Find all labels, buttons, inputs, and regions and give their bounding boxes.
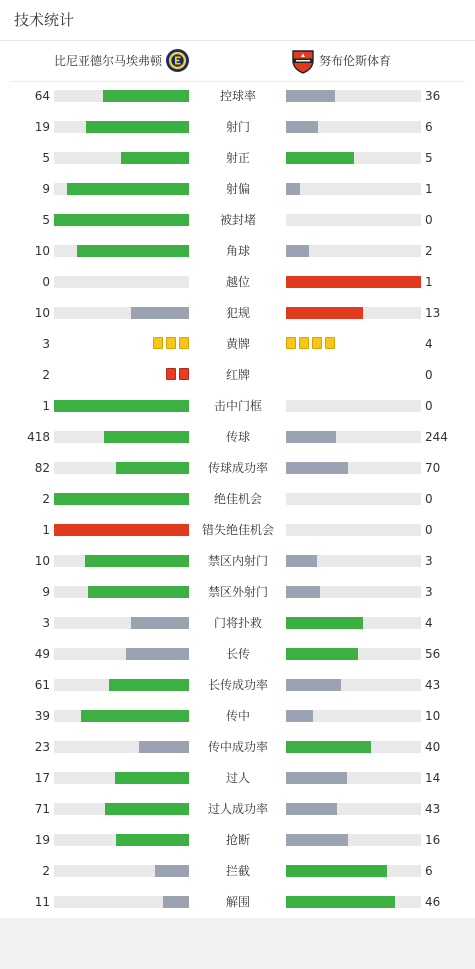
away-stat-bar-track bbox=[286, 431, 421, 443]
away-stat-value: 16 bbox=[425, 833, 441, 847]
away-stat-bar-track bbox=[286, 555, 421, 567]
stat-label: 控球率 bbox=[219, 89, 256, 103]
away-stat-bar-fill bbox=[286, 710, 313, 722]
stat-label: 传中成功率 bbox=[207, 740, 268, 754]
home-stat-value: 2 bbox=[42, 864, 50, 878]
stat-label: 被封堵 bbox=[219, 213, 256, 227]
home-stat-bar-fill bbox=[54, 493, 189, 505]
stat-row bbox=[0, 205, 475, 236]
away-stat-bar-track bbox=[286, 121, 421, 133]
yellow-card-icon bbox=[312, 337, 322, 349]
home-stat-bar-track bbox=[54, 834, 189, 846]
home-stat-bar-fill bbox=[155, 865, 189, 877]
away-stat-value: 14 bbox=[425, 771, 441, 785]
stat-row bbox=[0, 887, 475, 918]
away-stat-bar-track bbox=[286, 710, 421, 722]
away-stat-bar-track bbox=[286, 462, 421, 474]
away-stat-value: 6 bbox=[425, 864, 433, 878]
stat-label: 传球 bbox=[225, 430, 250, 444]
away-stat-value: 4 bbox=[425, 337, 433, 351]
stat-row bbox=[0, 732, 475, 763]
yellow-card-icon bbox=[299, 337, 309, 349]
away-stat-value: 0 bbox=[425, 213, 433, 227]
stat-row bbox=[0, 515, 475, 546]
away-stat-value: 3 bbox=[425, 585, 433, 599]
away-stat-value: 2 bbox=[425, 244, 433, 258]
home-stat-bar-track bbox=[54, 214, 189, 226]
stat-label: 红牌 bbox=[225, 368, 250, 382]
away-stat-bar-track bbox=[286, 617, 421, 629]
home-stat-value: 61 bbox=[34, 678, 50, 692]
away-stat-bar-fill bbox=[286, 90, 335, 102]
away-stat-bar-track bbox=[286, 741, 421, 753]
stat-row bbox=[0, 143, 475, 174]
away-stat-value: 46 bbox=[425, 895, 441, 909]
away-stat-bar-fill bbox=[286, 121, 318, 133]
away-stat-value: 43 bbox=[425, 802, 441, 816]
away-stat-bar-fill bbox=[286, 865, 387, 877]
stat-label: 黄牌 bbox=[225, 337, 250, 351]
stat-row bbox=[0, 856, 475, 887]
home-stat-value: 5 bbox=[42, 151, 50, 165]
away-stat-bar-fill bbox=[286, 555, 317, 567]
home-stat-bar-fill bbox=[104, 431, 189, 443]
stat-row bbox=[0, 112, 475, 143]
stat-row bbox=[0, 267, 475, 298]
home-stat-bar-fill bbox=[54, 214, 189, 226]
stat-label: 越位 bbox=[225, 275, 250, 289]
home-stat-value: 49 bbox=[34, 647, 50, 661]
stat-label: 长传 bbox=[225, 647, 250, 661]
away-stat-value: 3 bbox=[425, 554, 433, 568]
away-stat-value: 6 bbox=[425, 120, 433, 134]
stat-row bbox=[0, 763, 475, 794]
home-stat-value: 1 bbox=[42, 399, 50, 413]
home-stat-bar-fill bbox=[88, 586, 189, 598]
away-stat-value: 5 bbox=[425, 151, 433, 165]
stat-row bbox=[0, 670, 475, 701]
stat-label: 禁区内射门 bbox=[207, 554, 268, 568]
home-stat-value: 0 bbox=[42, 275, 50, 289]
away-cards bbox=[286, 337, 335, 351]
home-stat-bar-track bbox=[54, 803, 189, 815]
home-stat-bar-track bbox=[54, 152, 189, 164]
home-stat-bar-track bbox=[54, 896, 189, 908]
away-stat-bar-fill bbox=[286, 462, 348, 474]
away-stat-bar-track bbox=[286, 865, 421, 877]
away-stat-value: 10 bbox=[425, 709, 441, 723]
home-cards bbox=[166, 368, 189, 382]
away-stat-value: 0 bbox=[425, 399, 433, 413]
away-stat-value: 56 bbox=[425, 647, 441, 661]
home-stat-bar-fill bbox=[126, 648, 189, 660]
home-stat-bar-track bbox=[54, 462, 189, 474]
away-stat-value: 0 bbox=[425, 523, 433, 537]
away-stat-bar-track bbox=[286, 90, 421, 102]
home-stat-bar-track bbox=[54, 772, 189, 784]
home-stat-bar-fill bbox=[163, 896, 189, 908]
title-divider bbox=[0, 40, 475, 41]
away-stat-bar-track bbox=[286, 834, 421, 846]
away-stat-bar-track bbox=[286, 400, 421, 412]
home-stat-bar-track bbox=[54, 183, 189, 195]
home-stat-bar-track bbox=[54, 617, 189, 629]
home-stat-bar-fill bbox=[131, 307, 189, 319]
home-stat-value: 1 bbox=[42, 523, 50, 537]
home-team-name: 比尼亚德尔马埃弗顿 bbox=[53, 54, 162, 68]
stat-row bbox=[0, 174, 475, 205]
stat-row bbox=[0, 453, 475, 484]
stat-label: 传球成功率 bbox=[207, 461, 268, 475]
home-stat-bar-fill bbox=[67, 183, 189, 195]
home-stat-bar-fill bbox=[86, 121, 189, 133]
away-stat-bar-track bbox=[286, 214, 421, 226]
home-stat-bar-fill bbox=[81, 710, 189, 722]
stat-label: 射门 bbox=[225, 120, 250, 134]
home-stat-bar-track bbox=[54, 245, 189, 257]
red-card-icon bbox=[166, 368, 176, 380]
everton-crest-icon bbox=[165, 48, 190, 73]
stat-label: 抢断 bbox=[225, 833, 250, 847]
away-stat-bar-fill bbox=[286, 276, 421, 288]
stat-label: 传中 bbox=[225, 709, 250, 723]
stat-label: 长传成功率 bbox=[207, 678, 268, 692]
away-stat-bar-fill bbox=[286, 183, 300, 195]
home-stat-value: 23 bbox=[34, 740, 50, 754]
home-stat-bar-fill bbox=[115, 772, 189, 784]
away-stat-bar-fill bbox=[286, 245, 309, 257]
stat-label: 错失绝佳机会 bbox=[201, 523, 274, 537]
home-stat-value: 3 bbox=[42, 337, 50, 351]
stat-row bbox=[0, 236, 475, 267]
away-stat-bar-fill bbox=[286, 617, 363, 629]
home-stat-bar-track bbox=[54, 555, 189, 567]
stat-label: 射偏 bbox=[225, 182, 250, 196]
away-stat-bar-track bbox=[286, 586, 421, 598]
away-stat-bar-track bbox=[286, 493, 421, 505]
home-stat-bar-fill bbox=[54, 524, 189, 536]
home-stat-bar-fill bbox=[131, 617, 189, 629]
stat-row bbox=[0, 825, 475, 856]
yellow-card-icon bbox=[166, 337, 176, 349]
away-stat-bar-fill bbox=[286, 679, 341, 691]
away-stat-bar-track bbox=[286, 524, 421, 536]
away-stat-bar-track bbox=[286, 772, 421, 784]
home-stat-bar-track bbox=[54, 586, 189, 598]
stat-label: 射正 bbox=[225, 151, 250, 165]
stat-label: 过人成功率 bbox=[207, 802, 268, 816]
home-stat-value: 9 bbox=[42, 182, 50, 196]
stat-label: 犯规 bbox=[225, 306, 250, 320]
away-stat-bar-fill bbox=[286, 834, 348, 846]
home-stat-bar-track bbox=[54, 524, 189, 536]
away-stat-value: 13 bbox=[425, 306, 441, 320]
home-stat-value: 10 bbox=[34, 554, 50, 568]
home-stat-bar-track bbox=[54, 276, 189, 288]
home-stat-bar-track bbox=[54, 648, 189, 660]
away-stat-bar-track bbox=[286, 307, 421, 319]
home-stat-value: 19 bbox=[34, 833, 50, 847]
stat-label: 绝佳机会 bbox=[213, 492, 262, 506]
yellow-card-icon bbox=[179, 337, 189, 349]
stat-row bbox=[0, 639, 475, 670]
nublense-crest-icon bbox=[290, 48, 316, 74]
stat-row bbox=[0, 329, 475, 360]
yellow-card-icon bbox=[153, 337, 163, 349]
home-stat-value: 11 bbox=[34, 895, 50, 909]
away-stat-value: 0 bbox=[425, 492, 433, 506]
home-stat-bar-track bbox=[54, 307, 189, 319]
home-stat-value: 17 bbox=[34, 771, 50, 785]
stat-label: 角球 bbox=[225, 244, 250, 258]
yellow-card-icon bbox=[286, 337, 296, 349]
home-stat-value: 39 bbox=[34, 709, 50, 723]
away-stat-value: 0 bbox=[425, 368, 433, 382]
away-stat-bar-fill bbox=[286, 741, 371, 753]
home-stat-bar-fill bbox=[54, 400, 189, 412]
home-stat-bar-fill bbox=[105, 803, 189, 815]
stat-row bbox=[0, 360, 475, 391]
home-stat-bar-track bbox=[54, 493, 189, 505]
away-stat-bar-fill bbox=[286, 803, 337, 815]
home-stat-bar-track bbox=[54, 865, 189, 877]
stat-label: 过人 bbox=[225, 771, 250, 785]
home-stat-bar-fill bbox=[116, 834, 189, 846]
away-stat-bar-track bbox=[286, 245, 421, 257]
home-stat-value: 2 bbox=[42, 368, 50, 382]
home-stat-bar-track bbox=[54, 710, 189, 722]
stat-label: 门将扑救 bbox=[213, 616, 262, 630]
stat-row bbox=[0, 81, 475, 112]
home-stat-bar-track bbox=[54, 121, 189, 133]
away-stat-value: 40 bbox=[425, 740, 441, 754]
away-stat-bar-fill bbox=[286, 152, 354, 164]
home-stat-bar-fill bbox=[85, 555, 189, 567]
away-stat-bar-track bbox=[286, 152, 421, 164]
stat-row bbox=[0, 794, 475, 825]
home-stat-bar-track bbox=[54, 431, 189, 443]
home-stat-value: 5 bbox=[42, 213, 50, 227]
stat-label: 击中门框 bbox=[213, 399, 262, 413]
away-stat-bar-fill bbox=[286, 648, 358, 660]
away-stat-value: 1 bbox=[425, 182, 433, 196]
home-stat-bar-fill bbox=[139, 741, 189, 753]
stat-label: 禁区外射门 bbox=[207, 585, 268, 599]
away-stat-bar-fill bbox=[286, 896, 395, 908]
away-stat-bar-track bbox=[286, 896, 421, 908]
home-stat-value: 19 bbox=[34, 120, 50, 134]
home-stat-value: 10 bbox=[34, 244, 50, 258]
away-stat-value: 244 bbox=[425, 430, 448, 444]
home-stat-bar-fill bbox=[109, 679, 189, 691]
home-cards bbox=[153, 337, 189, 351]
away-team-name: 努布伦斯体育 bbox=[319, 54, 392, 68]
away-stat-value: 1 bbox=[425, 275, 433, 289]
away-stat-bar-track bbox=[286, 803, 421, 815]
home-stat-bar-track bbox=[54, 90, 189, 102]
yellow-card-icon bbox=[325, 337, 335, 349]
home-stat-value: 3 bbox=[42, 616, 50, 630]
away-stat-value: 36 bbox=[425, 89, 441, 103]
home-stat-bar-track bbox=[54, 741, 189, 753]
home-stat-value: 64 bbox=[34, 89, 50, 103]
home-stat-value: 2 bbox=[42, 492, 50, 506]
away-stat-bar-fill bbox=[286, 586, 320, 598]
stat-row bbox=[0, 298, 475, 329]
home-stat-value: 9 bbox=[42, 585, 50, 599]
home-stat-bar-fill bbox=[103, 90, 189, 102]
home-stat-bar-fill bbox=[77, 245, 189, 257]
home-stat-bar-track bbox=[54, 679, 189, 691]
away-stat-bar-track bbox=[286, 648, 421, 660]
stat-row bbox=[0, 577, 475, 608]
stat-row bbox=[0, 608, 475, 639]
stat-label: 拦截 bbox=[225, 864, 250, 878]
home-stat-value: 71 bbox=[34, 802, 50, 816]
away-stat-value: 4 bbox=[425, 616, 433, 630]
home-stat-bar-track bbox=[54, 400, 189, 412]
red-card-icon bbox=[179, 368, 189, 380]
stat-row bbox=[0, 391, 475, 422]
home-stat-value: 418 bbox=[27, 430, 50, 444]
stat-row bbox=[0, 701, 475, 732]
away-stat-bar-fill bbox=[286, 431, 336, 443]
away-stat-bar-track bbox=[286, 276, 421, 288]
away-stat-bar-fill bbox=[286, 772, 347, 784]
home-stat-bar-fill bbox=[116, 462, 189, 474]
home-stat-value: 82 bbox=[34, 461, 50, 475]
away-stat-bar-track bbox=[286, 679, 421, 691]
stat-row bbox=[0, 484, 475, 515]
away-stat-value: 70 bbox=[425, 461, 441, 475]
stat-label: 解围 bbox=[225, 895, 250, 909]
page-title: 技术统计 bbox=[14, 11, 75, 29]
away-stat-value: 43 bbox=[425, 678, 441, 692]
home-stat-bar-fill bbox=[121, 152, 189, 164]
stat-row bbox=[0, 546, 475, 577]
away-stat-bar-fill bbox=[286, 307, 363, 319]
stat-row bbox=[0, 422, 475, 453]
home-stat-value: 10 bbox=[34, 306, 50, 320]
away-stat-bar-track bbox=[286, 183, 421, 195]
